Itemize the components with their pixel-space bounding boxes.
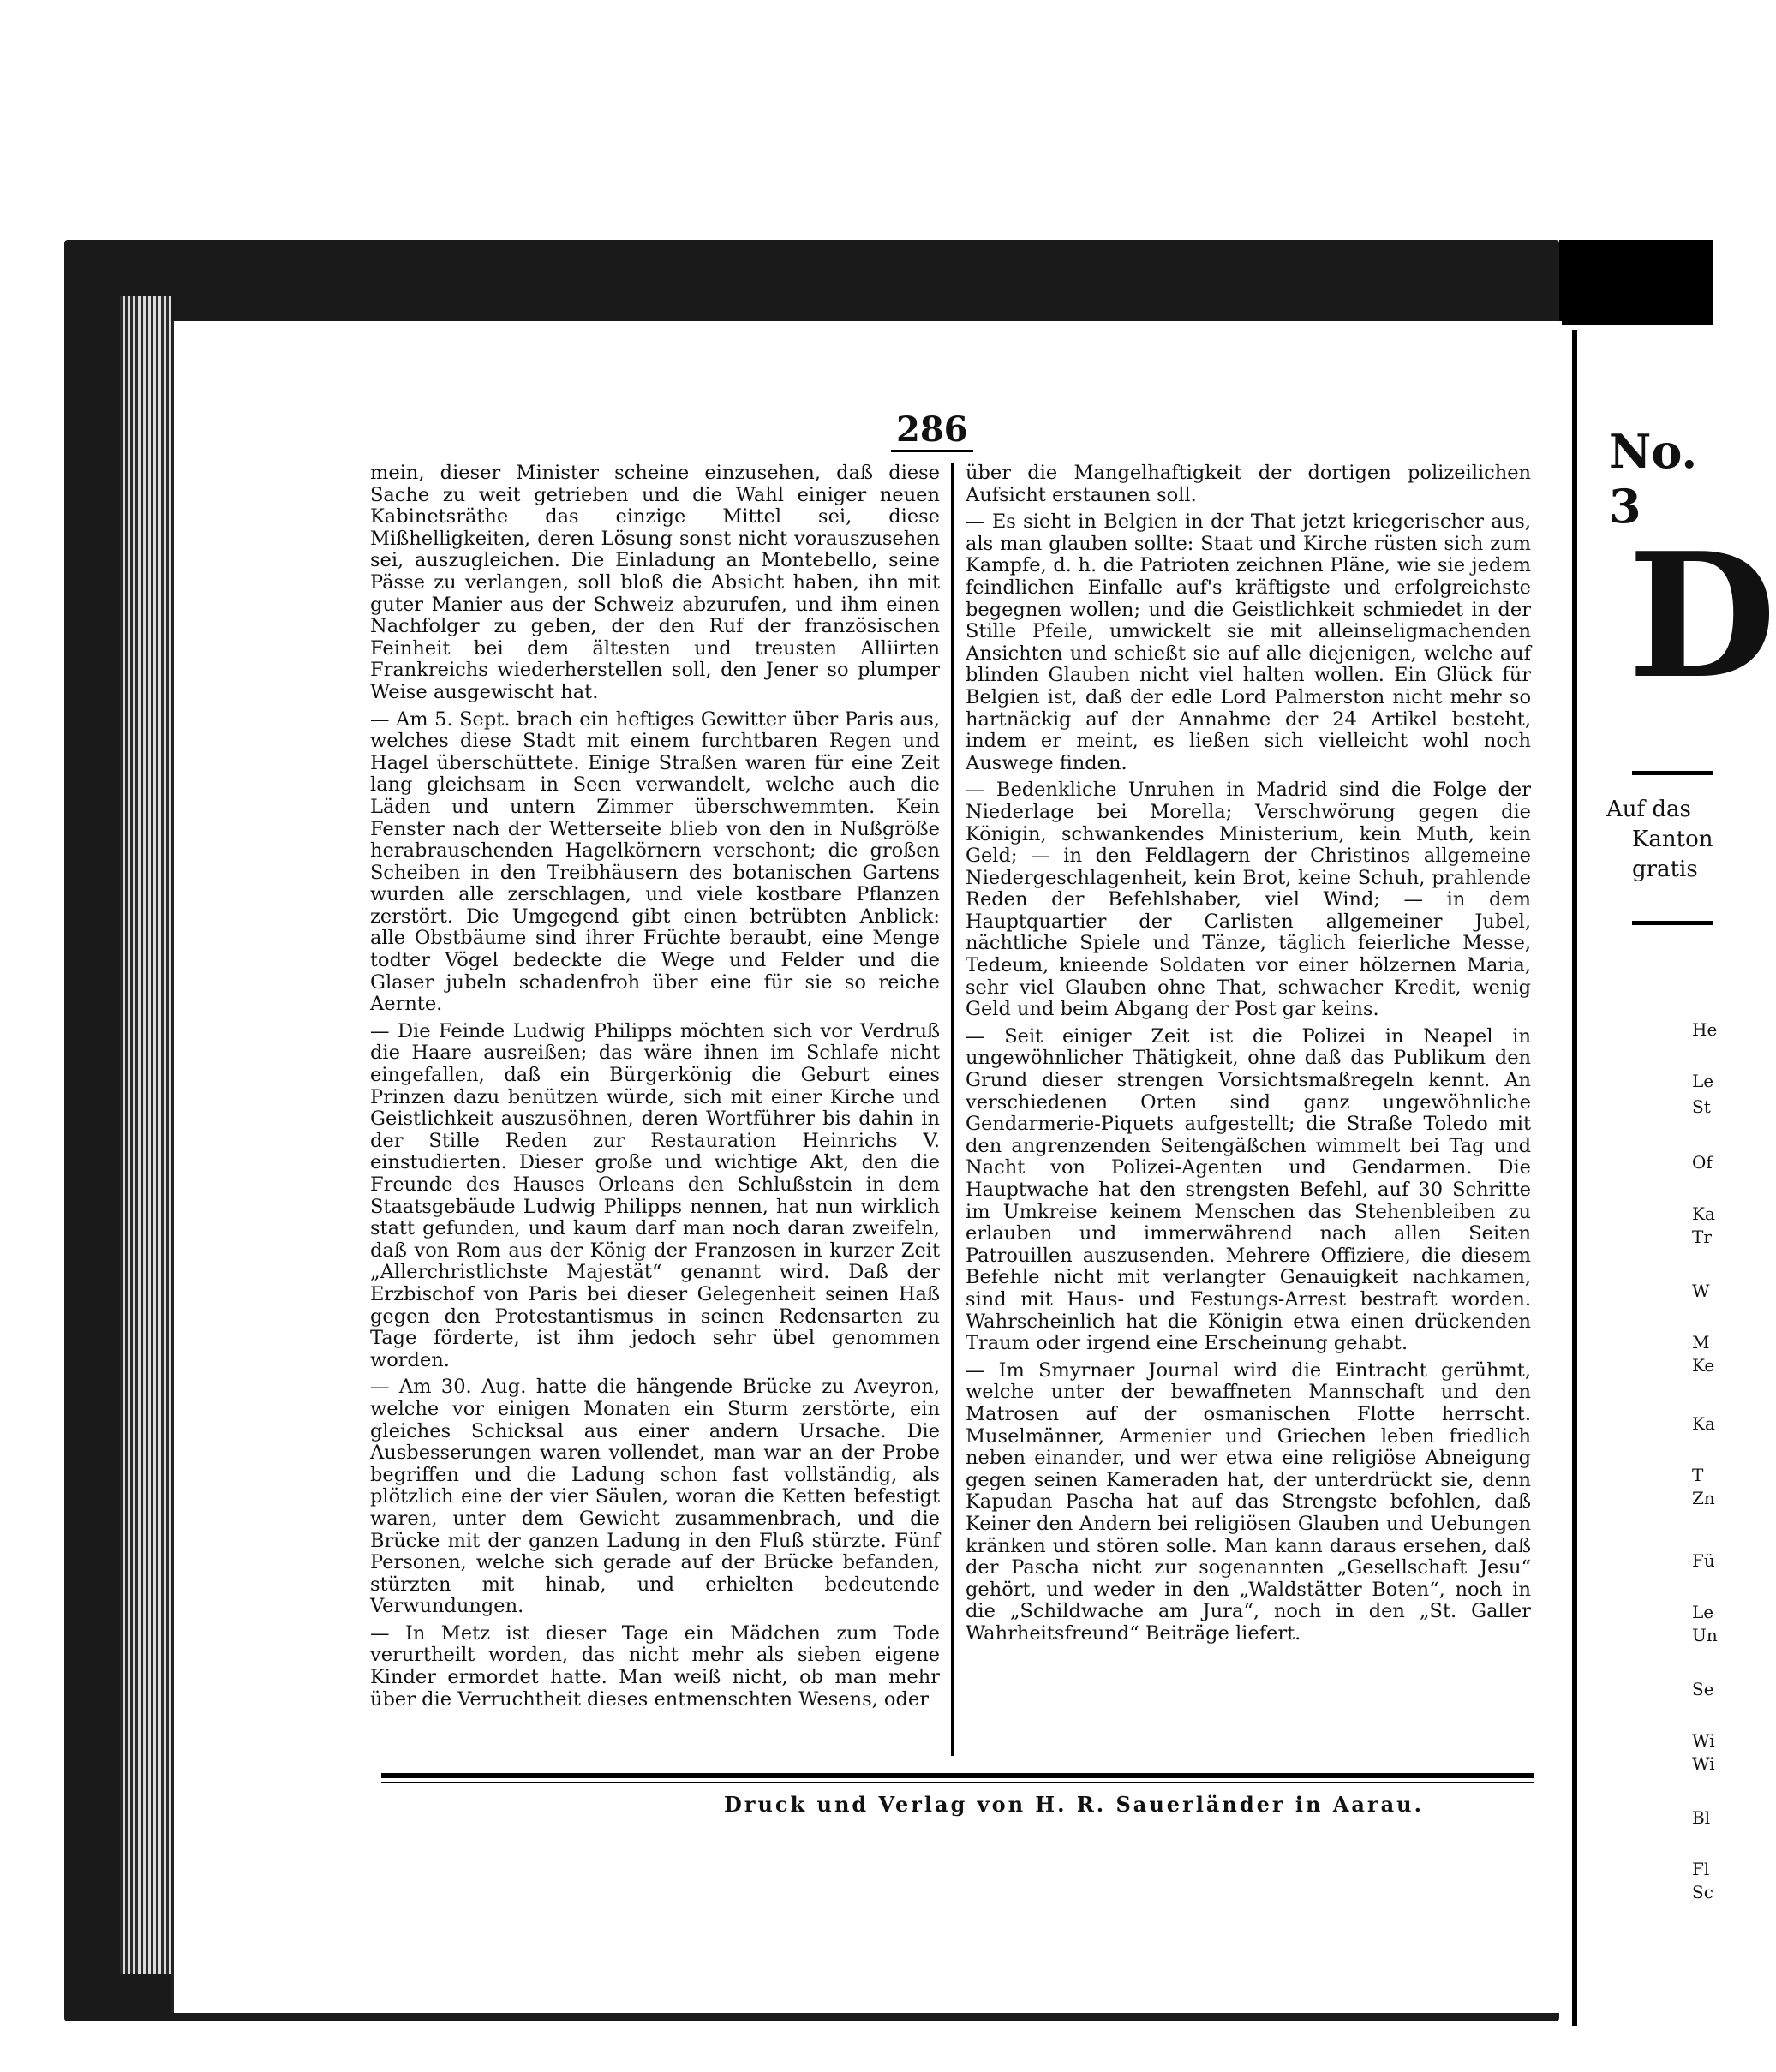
list-fragment: Ke	[1692, 1355, 1715, 1376]
left-column	[370, 463, 940, 1716]
list-fragment: Ka	[1692, 1203, 1715, 1224]
paragraph: — Seit einiger Zeit ist die Polizei in Neapel in ungewöhnlicher Thätigkeit, ohne daß das Publikum den Grund dieser strengen Vorsichtsmaßregeln kennt. An verschiedenen Orten sind ganz ungewöhnliche Gendarmerie-Piquets aufgestellt; die Straße Toledo mit den angrenzenden Seitengäßchen wimmelt bei Tag und Nacht von Polizei-Agenten und Gendarmen. Die Hauptwache hat den strengsten Befehl, auf 30 Schritte im Umkreise keinem Menschen das Stehenbleiben zu erlauben und immerwährend nach allen Seiten Patrouillen auszusenden. Mehrere Offiziere, die diesem Befehle nicht mit verlangter Genauigkeit nachkamen, sind mit Haus- und Festungs-Arrest bestraft worden. Wahrscheinlich hat die Königin etwa einen drückenden Traum oder irgend eine Erscheinung gehabt.	[966, 1024, 1531, 1355]
right-column	[966, 463, 1531, 1650]
list-fragment: T	[1692, 1465, 1704, 1485]
page-stack-edge	[120, 296, 171, 1974]
notice-line: gratis	[1632, 857, 1698, 882]
issue-number: No. 3	[1609, 424, 1698, 534]
list-fragment: He	[1692, 1019, 1718, 1040]
footer-rule-thin	[381, 1782, 1534, 1783]
imprint: Druck und Verlag von H. R. Sauerländer in Aarau.	[724, 1792, 1424, 1817]
list-fragment: Un	[1692, 1625, 1718, 1645]
list-fragment: Bl	[1692, 1807, 1711, 1828]
paragraph: — Es sieht in Belgien in der That jetzt kriegerischer aus, als man glauben sollte: Staat und Kirche rüsten sich zum Kampfe, d. h. die Patrioten zeichnen Pläne, wie sie jedem feindlichen Einfalle auf's kräftigste und erfolgreichste begegnen wollen; und die Geistlichkeit schmiedet in der Stille Pfeile, umwickelt sie mit alleinseligmachenden Ansichten und schießt sie auf alle diejenigen, welche auf blinden Glauben nicht viel halten wollen. Ein Glück für Belgien ist, daß der edle Lord Palmerston nicht mehr so hartnäckig auf der Annahme der 24 Artikel besteht, indem er meint, es ließen sich vielleicht wohl noch Auswege finden.	[966, 511, 1531, 774]
masthead-rule	[1632, 771, 1713, 775]
right-binding-shadow	[1559, 240, 1713, 325]
list-fragment: St	[1692, 1096, 1711, 1117]
paragraph: mein, dieser Minister scheine einzusehen, daß diese Sache zu weit getrieben und die Wahl einiger neuen Kabinetsräthe das einzige Mittel sei, diese Mißhelligkeiten, deren Lösung sonst nicht vorauszusehen sei, auszugleichen. Die Einladung an Montebello, seine Pässe zu verlangen, soll bloß die Absicht haben, ihn mit guter Manier aus der Schweiz abzurufen, und ihm einen Nachfolger zu geben, der den Ruf der französischen Feinheit bei dem ältesten und treusten Alliirten Frankreichs wiederherstellen soll, den Jener so plumper Weise ausgewischt hat.	[370, 462, 940, 703]
column-divider	[951, 463, 954, 1756]
footer-rule-thick	[381, 1773, 1534, 1778]
list-fragment: Le	[1692, 1071, 1714, 1091]
list-fragment: Zn	[1692, 1488, 1715, 1508]
paragraph: — In Metz ist dieser Tage ein Mädchen zum Tode verurtheilt worden, das nicht mehr als sieben eigene Kinder ermordet hatte. Man weiß nicht, ob man mehr über die Verruchtheit dieses entmenschten Wesens, oder	[370, 1621, 940, 1711]
list-fragment: Fl	[1692, 1859, 1710, 1879]
list-fragment: Sc	[1692, 1882, 1713, 1902]
notice-line: Kanton	[1632, 827, 1713, 852]
notice-line: Auf das	[1606, 797, 1691, 822]
list-fragment: W	[1692, 1281, 1710, 1301]
page-number: 286	[891, 409, 973, 452]
paragraph: — Die Feinde Ludwig Philipps möchten sich vor Verdruß die Haare ausreißen; das wäre ihnen im Schlafe nicht eingefallen, daß ein Bürgerkönig die Geburt eines Prinzen dazu benützen würde, sich mit einer Kirche und Geistlichkeit auszusöhnen, deren Wortführer bis dahin in der Stille Reden zur Restauration Heinrichs V. einstudierten. Dieser große und wichtige Akt, den die Freunde des Hauses Orleans den Schlußstein in dem Staatsgebäude Ludwig Philipps nennen, hat nun wirklich statt gefunden, und kaum darf man noch daran zweifeln, daß von Rom aus der König der Franzosen in kurzer Zeit „Allerchristlichste Majestät“ genannt wird. Daß der Erzbischof von Paris bei dieser Gelegenheit seinen Haß gegen den Protestantismus in seinen Redensarten zu Tage förderte, ist ihm jedoch sehr übel genommen worden.	[370, 1019, 940, 1371]
list-fragment: Ka	[1692, 1413, 1715, 1434]
paragraph: — Bedenkliche Unruhen in Madrid sind die Folge der Niederlage bei Morella; Verschwörung gegen die Königin, schwankendes Ministerium, kein Muth, kein Geld; — in den Feldlagern der Christinos allgemeine Niedergeschlagenheit, kein Brot, keine Schuh, prahlende Reden der Befehlshaber, viel Wind; — in dem Hauptquartier der Carlisten allgemeiner Jubel, nächtliche Spiele und Tänze, täglich feierliche Messe, Tedeum, knieende Soldaten vor einer hölzernen Maria, sehr viel Glauben ohne That, schwacher Kredit, wenig Geld und beim Abgang der Post gar keins.	[966, 779, 1531, 1021]
paragraph: — Am 30. Aug. hatte die hängende Brücke zu Aveyron, welche vor einigen Monaten ein Sturm zerstörte, ein gleiches Schicksal aus einer andern Ursache. Die Ausbesserungen waren vollendet, man war an der Probe begriffen und die Ladung schon fast vollständig, als plötzlich eine der vier Säulen, woran die Ketten befestigt waren, unter dem Gewicht zusammenbrach, und die Brücke mit der ganzen Ladung in den Fluß stürzte. Fünf Personen, welche sich gerade auf der Brücke befanden, stürzten mit hinab, und erhielten bedeutende Verwundungen.	[370, 1376, 940, 1618]
paragraph: — Im Smyrnaer Journal wird die Eintracht gerühmt, welche unter der bewaffneten Mannschaft und den Matrosen auf der osmanischen Flotte herrscht. Muselmänner, Armenier und Griechen leben friedlich neben einander, und wer etwa eine religiöse Abneigung gegen seinen Kameraden hat, der unterdrückt sie, denn Kapudan Pascha hat auf das Strengste befohlen, daß Keiner den Andern bei religiösen Glauben und Uebungen kränken und stören solle. Man kann daraus ersehen, daß der Pascha nicht zur sogenannten „Gesellschaft Jesu“ gehört, und weder in den „Waldstätter Boten“, noch in die „Schildwache am Jura“, noch in den „St. Galler Wahrheitsfreund“ Beiträge liefert.	[966, 1358, 1531, 1645]
paragraph: — Am 5. Sept. brach ein heftiges Gewitter über Paris aus, welches diese Stadt mit einem furchtbaren Regen und Hagel überschüttete. Einige Straßen waren für eine Zeit lang gleichsam in Seen verwandelt, welche auch die Läden und untern Zimmer überschwemmten. Kein Fenster nach der Wetterseite blieb von den in Nußgröße herabrauschenden Hagelkörnern verschont; die großen Scheiben in den Treibhäusern des botanischen Gartens wurden alle zerschlagen, und viele kostbare Pflanzen zerstört. Die Umgegend gibt einen betrübten Anblick: alle Obstbäume sind ihrer Früchte beraubt, eine Menge todter Vögel bedeckte die Wege und Felder und die Glaser jubeln schadenfroh über eine für sie so reiche Aernte.	[370, 708, 940, 1016]
list-fragment: Le	[1692, 1602, 1714, 1622]
list-fragment: Fü	[1692, 1550, 1715, 1571]
list-fragment: M	[1692, 1332, 1710, 1352]
list-fragment: Wi	[1692, 1753, 1715, 1774]
masthead-initial: D	[1628, 516, 1776, 717]
paragraph: über die Mangelhaftigkeit der dortigen polizeilichen Aufsicht erstaunen soll.	[966, 462, 1531, 506]
scan-margin-top	[0, 0, 1713, 240]
list-fragment: Wi	[1692, 1730, 1715, 1751]
masthead-rule	[1632, 921, 1713, 925]
list-fragment: Se	[1692, 1679, 1714, 1699]
list-fragment: Of	[1692, 1152, 1713, 1173]
list-fragment: Tr	[1692, 1227, 1712, 1247]
